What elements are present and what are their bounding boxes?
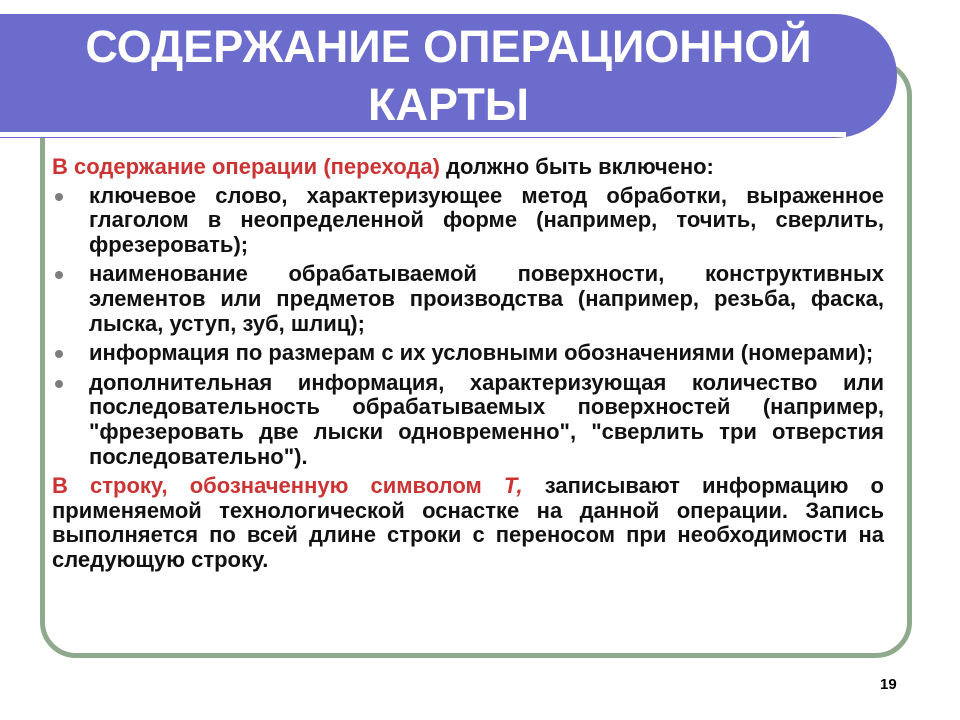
bullet-dot-icon xyxy=(55,380,63,388)
slide-title xyxy=(0,18,897,134)
closing-text: записывают информацию о применяемой технологической оснастке на данной операции. Запись выполняется по всей длине строки с переносом при необходимости на следующую строку. xyxy=(52,473,884,572)
lead-highlight: В содержание операции (перехода) xyxy=(52,154,440,179)
bullet-dot-icon xyxy=(55,271,63,279)
list-item-text: наименование обрабатываемой поверхности, конструктивных элементов или предметов производства (например, резьба, фаска, лыска, уступ, зуб, шлиц); xyxy=(89,261,884,336)
list-item-text: дополнительная информация, характеризующая количество или последовательность обрабатываемых поверхностей (например, "фрезеровать две лыски одновременно", "сверлить три отверстия последовательно"). xyxy=(89,369,884,469)
bullet-dot-icon xyxy=(55,193,63,201)
list-item xyxy=(52,341,884,366)
title-line-2: КАРТЫ xyxy=(368,79,529,130)
closing-highlight: В строку, обозначенную символом xyxy=(52,473,504,499)
list-item xyxy=(52,262,884,336)
lead-text: должно быть включено: xyxy=(439,154,714,179)
bullet-dot-icon xyxy=(55,350,63,358)
title-line-1: СОДЕРЖАНИЕ ОПЕРАЦИОННОЙ xyxy=(85,21,812,72)
list-item-text: ключевое слово, характеризующее метод обработки, выраженное глаголом в неопределенной форме (например, точить, сверлить, фрезеровать); xyxy=(89,182,884,257)
list-item xyxy=(52,371,884,469)
slide-body xyxy=(52,155,884,573)
bullet-list xyxy=(52,184,884,470)
lead-paragraph xyxy=(52,155,884,180)
list-item-text: информация по размерам с их условными обозначениями (номерами); xyxy=(89,340,874,366)
list-item xyxy=(52,184,884,258)
symbol-t: Т, xyxy=(503,473,523,499)
page-number: 19 xyxy=(880,676,897,693)
closing-paragraph xyxy=(52,474,884,572)
